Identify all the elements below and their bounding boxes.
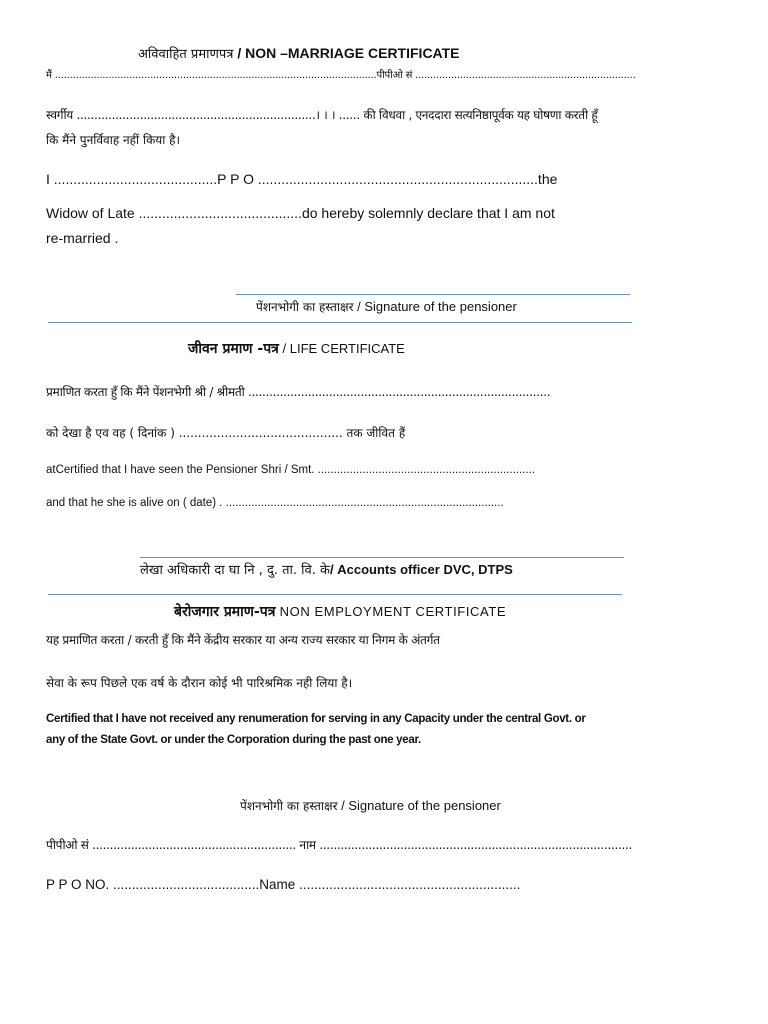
non-marriage-title-english: / NON –MARRIAGE CERTIFICATE xyxy=(233,45,460,61)
accounts-officer-top-line xyxy=(140,557,624,558)
life-certificate-title xyxy=(188,341,405,359)
non-marriage-hindi-line-2: स्वर्गीय ....................................................................। । । ...... की विधवा , एनददारा सत्यनिष्ठापूर्वक यह घोषणा करती हूँ xyxy=(46,108,598,122)
pensioner-signature-1 xyxy=(256,299,517,316)
ppo-name-english-line: P P O NO. .......................................Name ........................................................... xyxy=(46,877,521,892)
pensioner-signature-2 xyxy=(240,798,501,815)
non-employment-title xyxy=(174,604,506,622)
life-certificate-title-english: / LIFE CERTIFICATE xyxy=(278,341,405,356)
life-certificate-hindi-line-2: को देखा है एव वह ( दिनांक ) ........................................... तक जीवित हैं xyxy=(46,426,406,440)
non-marriage-english-line-3: re-married . xyxy=(46,230,119,246)
non-marriage-title xyxy=(138,45,460,63)
non-marriage-title-hindi: अविवाहित प्रमाणपत्र xyxy=(138,47,234,62)
life-certificate-title-hindi: जीवन प्रमाण -पत्र xyxy=(188,341,279,357)
accounts-officer-signature xyxy=(140,562,513,579)
non-employment-english-line-1: Certified that I have not received any renumeration for serving in any Capacity under the central Govt. or xyxy=(46,713,586,725)
life-certificate-english-line-1: atCertified that I have seen the Pensioner Shri / Smt. .................................................................... xyxy=(46,464,535,476)
accounts-officer-hindi: लेखा अधिकारी दा घा नि , दु. ता. वि. के xyxy=(140,563,331,578)
non-employment-english-line-2: any of the State Govt. or under the Corporation during the past one year. xyxy=(46,734,421,746)
non-employment-hindi-line-2: सेवा के रूप पिछले एक वर्ष के दौरान कोई भी पारिश्रमिक नही लिया है। xyxy=(46,676,353,690)
life-certificate-hindi-line-1: प्रमाणित करता हुँ कि मैंने पेंशनभेगी श्री / श्रीमती ...................................................................................... xyxy=(46,385,551,399)
non-employment-title-hindi: बेरोजगार प्रमाण-पत्र xyxy=(174,604,276,620)
non-marriage-english-line-2: Widow of Late ..........................................do hereby solemnly declare that I am not xyxy=(46,205,555,221)
signature-label-english: / Signature of the pensioner xyxy=(353,299,517,314)
signature-label-hindi: पेंशनभोगी का हस्ताक्षर xyxy=(256,300,354,314)
non-employment-hindi-line-1: यह प्रमाणित करता / करती हुँ कि मैंने केंद्रीय सरकार या अन्य राज्य सरकार या निगम के अंतर्गत xyxy=(46,633,440,647)
non-marriage-hindi-line-1: मैं ............................................................................................................पीपीओ सं .......................................................................... xyxy=(46,70,636,81)
accounts-officer-english: / Accounts officer DVC, DTPS xyxy=(330,562,513,577)
non-marriage-hindi-line-3: कि मैंने पुनर्विवाह नहीं किया है। xyxy=(46,133,181,147)
signature-label-hindi: पेंशनभोगी का हस्ताक्षर xyxy=(240,799,338,813)
ppo-name-hindi-line: पीपीओ सं .......................................................... नाम ......................................................................................... xyxy=(46,838,633,852)
life-certificate-english-line-2: and that he she is alive on ( date) . ....................................................................................... xyxy=(46,497,504,509)
section-divider-2 xyxy=(48,594,622,595)
signature-label-english: / Signature of the pensioner xyxy=(337,798,501,813)
non-marriage-english-line-1: I ..........................................P P O ........................................................................the xyxy=(46,171,558,187)
signature-top-line xyxy=(236,294,630,295)
section-divider-1 xyxy=(48,322,632,323)
non-employment-title-english: NON EMPLOYMENT CERTIFICATE xyxy=(275,604,507,619)
